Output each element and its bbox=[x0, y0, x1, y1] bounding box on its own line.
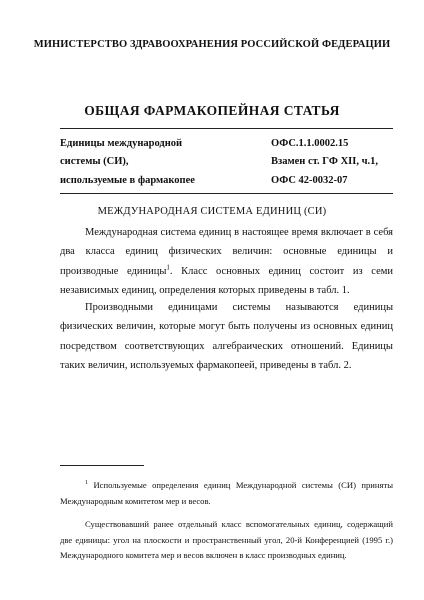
article-title-line: системы (СИ), bbox=[60, 156, 129, 167]
article-title-line: используемые в фармакопее bbox=[60, 175, 195, 186]
footnote-ref-1: 1 bbox=[166, 263, 170, 272]
info-bottom-rule bbox=[60, 193, 393, 194]
paragraph-1-text-a: Международная система единиц в настоящее время включает в себя два класса единиц физических величин: основные единицы и производные единицы bbox=[60, 227, 393, 277]
footnote-marker: 1 bbox=[85, 480, 88, 487]
footnote-1 bbox=[60, 478, 393, 509]
paragraph-1-text-b: . Класс основных единиц состоит из семи независимых единиц, определения которых приведены в табл. 1. bbox=[60, 265, 393, 296]
article-code: ОФС.1.1.0002.15 bbox=[271, 138, 349, 149]
paragraph-1 bbox=[60, 223, 393, 300]
footnote-2: Существовавший ранее отдельный класс вспомогательных единиц, содержащий две единицы: угол на плоскости и пространственный угол, 20-й Конференцией (1995 г.) Международного комитета мер и весов включен в класс производных единиц. bbox=[60, 519, 393, 560]
ministry-header: МИНИСТЕРСТВО ЗДРАВООХРАНЕНИЯ РОССИЙСКОЙ ФЕДЕРАЦИИ bbox=[33, 39, 391, 50]
info-top-rule bbox=[60, 128, 393, 129]
paragraph-2: Производными единицами системы называются единицы физических величин, которые могут быть получены из основных единиц посредством соответствующих алгебраических отношений. Единицы таких величин, используемых фармакопеей, приведены в табл. 2. bbox=[60, 302, 393, 371]
replaces-note: Взамен ст. ГФ XII, ч.1, bbox=[271, 156, 378, 167]
footnote-1-text: Используемые определения единиц Международной системы (СИ) приняты Международным комитетом мер и весов. bbox=[60, 480, 393, 506]
section-title: МЕЖДУНАРОДНАЯ СИСТЕМА ЕДИНИЦ (СИ) bbox=[97, 206, 327, 217]
article-title-line: Единицы международной bbox=[60, 138, 183, 149]
document-type-title: ОБЩАЯ ФАРМАКОПЕЙНАЯ СТАТЬЯ bbox=[84, 103, 340, 118]
footnote-separator bbox=[60, 465, 144, 466]
replaced-code: ОФС 42-0032-07 bbox=[271, 175, 348, 186]
